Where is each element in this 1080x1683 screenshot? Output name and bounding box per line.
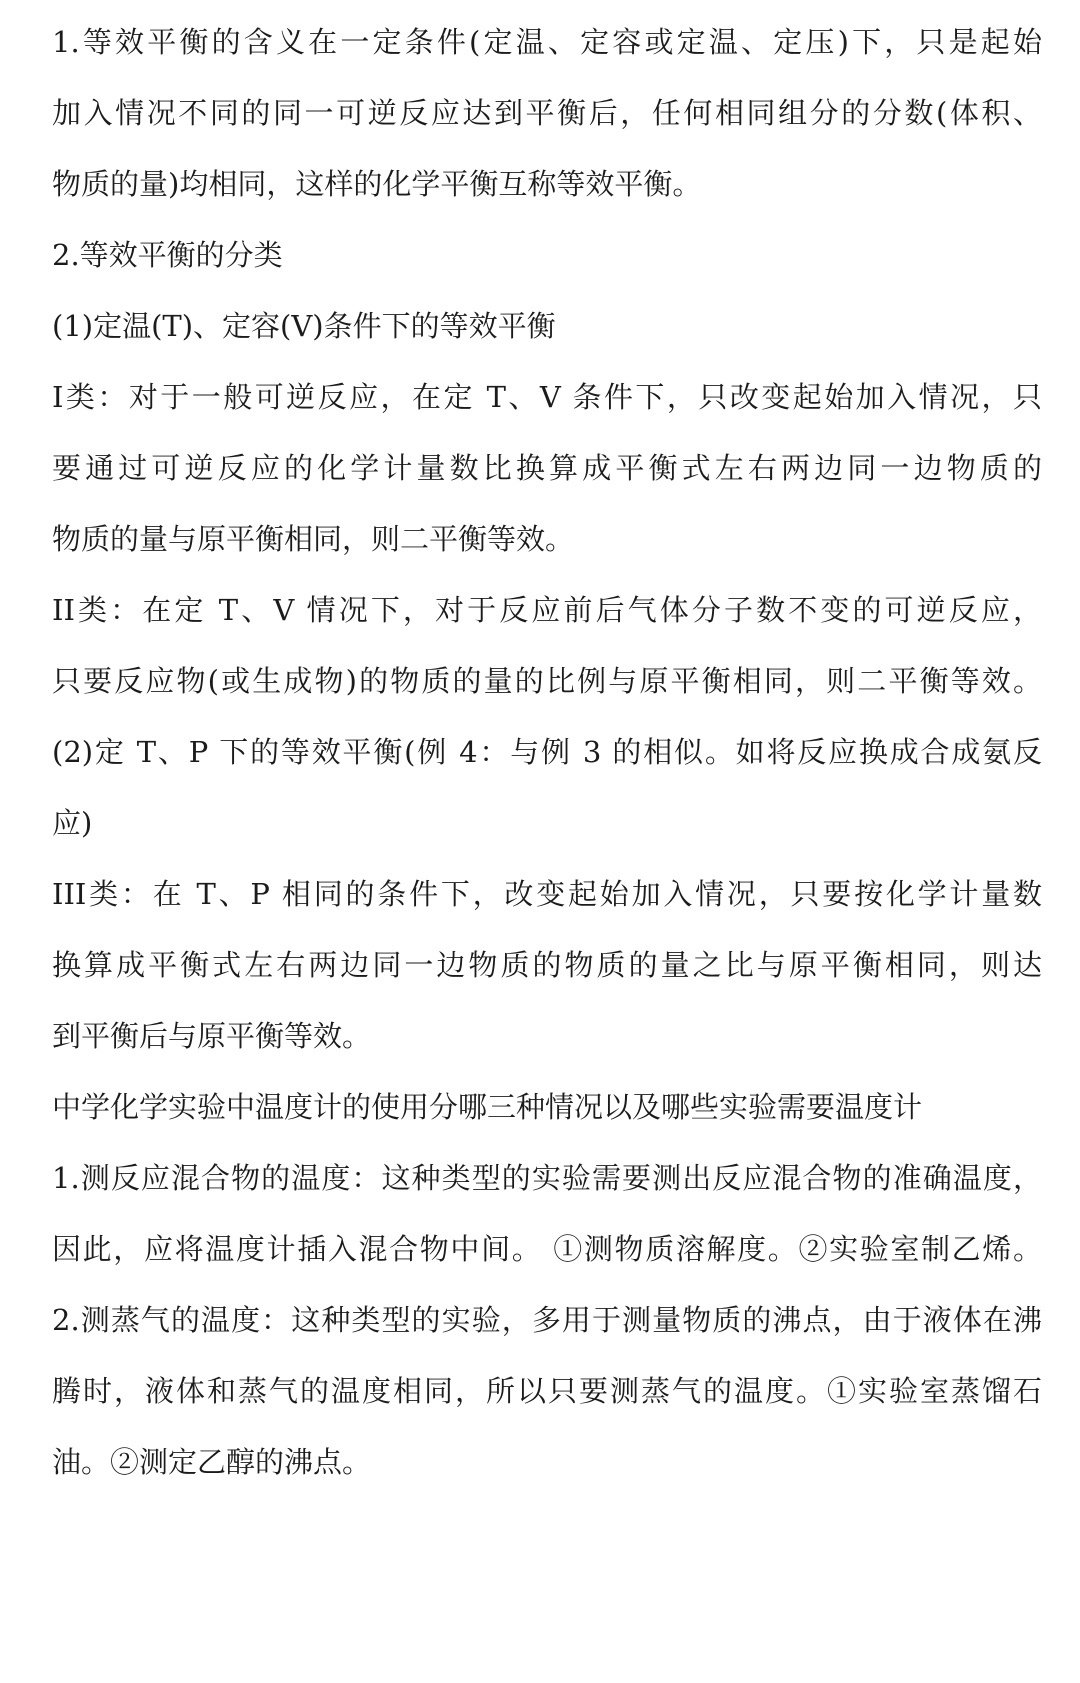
text-line-21: 油。②测定乙醇的沸点。 (52, 1445, 372, 1479)
text-line-19: 2.测蒸气的温度：这种类型的实验，多用于测量物质的沸点，由于液体在沸 (52, 1303, 1042, 1337)
text-line-8: 物质的量与原平衡相同，则二平衡等效。 (52, 522, 575, 556)
text-line-10: 只要反应物(或生成物)的物质的量的比例与原平衡相同，则二平衡等效。 (52, 664, 1042, 698)
text-line-6: I类：对于一般可逆反应，在定 T、V 条件下，只改变起始加入情况，只 (52, 380, 1042, 414)
subsection-heading-constant-tv: (1)定温(T)、定容(V)条件下的等效平衡 (52, 309, 556, 343)
subsection-heading-constant-tp: (2)定 T、P 下的等效平衡(例 4：与例 3 的相似。如将反应换成合成氨反 (52, 735, 1042, 769)
text-line-15: 到平衡后与原平衡等效。 (52, 1019, 372, 1053)
text-line-9: II类：在定 T、V 情况下，对于反应前后气体分子数不变的可逆反应， (52, 593, 1042, 627)
text-line-18: 因此，应将温度计插入混合物中间。 ①测物质溶解度。②实验室制乙烯。 (52, 1232, 1042, 1266)
text-line-20: 腾时，液体和蒸气的温度相同，所以只要测蒸气的温度。①实验室蒸馏石 (52, 1374, 1042, 1408)
text-line-1: 1.等效平衡的含义在一定条件(定温、定容或定温、定压)下，只是起始 (52, 25, 1042, 59)
text-line-7: 要通过可逆反应的化学计量数比换算成平衡式左右两边同一边物质的 (52, 451, 1042, 485)
section-heading-thermometer: 中学化学实验中温度计的使用分哪三种情况以及哪些实验需要温度计 (52, 1090, 923, 1124)
text-line-13: III类：在 T、P 相同的条件下，改变起始加入情况，只要按化学计量数 (52, 877, 1042, 911)
text-line-17: 1.测反应混合物的温度：这种类型的实验需要测出反应混合物的准确温度， (52, 1161, 1042, 1195)
text-line-14: 换算成平衡式左右两边同一边物质的物质的量之比与原平衡相同，则达 (52, 948, 1042, 982)
section-heading-classification: 2.等效平衡的分类 (52, 238, 283, 272)
text-line-12: 应) (52, 806, 93, 840)
text-line-3: 物质的量)均相同，这样的化学平衡互称等效平衡。 (52, 167, 702, 201)
text-line-2: 加入情况不同的同一可逆反应达到平衡后，任何相同组分的分数(体积、 (52, 96, 1042, 130)
